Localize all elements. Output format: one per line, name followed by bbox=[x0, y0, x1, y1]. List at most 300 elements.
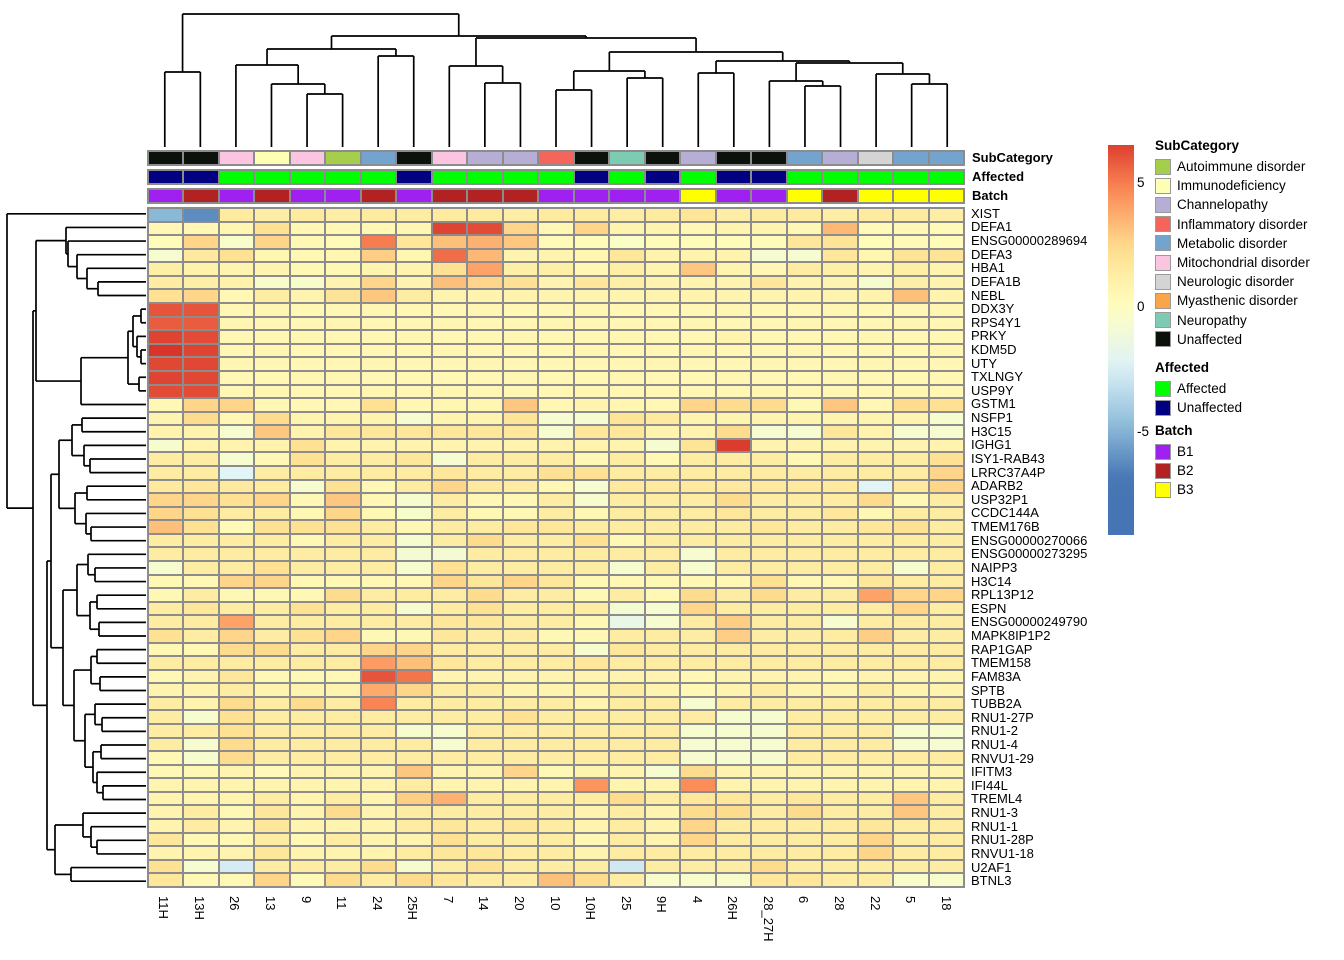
heatmap-cell bbox=[183, 860, 218, 874]
heatmap-cell bbox=[361, 710, 396, 724]
heatmap-cell bbox=[929, 656, 964, 670]
heatmap-cell bbox=[503, 208, 538, 222]
heatmap-cell bbox=[929, 819, 964, 833]
heatmap-cell bbox=[538, 371, 573, 385]
heatmap-cell bbox=[574, 778, 609, 792]
heatmap-cell bbox=[822, 751, 857, 765]
heatmap-cell bbox=[858, 425, 893, 439]
heatmap-cell bbox=[680, 670, 715, 684]
heatmap-cell bbox=[325, 792, 360, 806]
heatmap-cell bbox=[290, 303, 325, 317]
heatmap-cell bbox=[503, 425, 538, 439]
heatmap-cell bbox=[645, 317, 680, 331]
heatmap-cell bbox=[751, 683, 786, 697]
annotation-cell bbox=[503, 151, 538, 165]
heatmap-cell bbox=[716, 357, 751, 371]
heatmap-cell bbox=[325, 276, 360, 290]
heatmap-cell bbox=[858, 480, 893, 494]
heatmap-cell bbox=[858, 235, 893, 249]
legend-subcategory bbox=[1155, 138, 1340, 349]
heatmap-cell bbox=[822, 846, 857, 860]
heatmap-cell bbox=[609, 873, 644, 887]
column-label: 9 bbox=[298, 896, 314, 904]
heatmap-cell bbox=[609, 398, 644, 412]
heatmap-cell bbox=[680, 643, 715, 657]
row-label: FAM83A bbox=[971, 668, 1021, 684]
heatmap-cell bbox=[751, 208, 786, 222]
legend-item bbox=[1155, 480, 1340, 499]
heatmap-cell bbox=[929, 683, 964, 697]
heatmap-cell bbox=[929, 208, 964, 222]
heatmap-cell bbox=[645, 710, 680, 724]
heatmap-cell bbox=[396, 466, 431, 480]
heatmap-cell bbox=[148, 873, 183, 887]
heatmap-cell bbox=[538, 792, 573, 806]
row-label: RNU1-2 bbox=[971, 723, 1018, 739]
heatmap-cell bbox=[148, 398, 183, 412]
heatmap-cell bbox=[361, 439, 396, 453]
heatmap-cell bbox=[219, 615, 254, 629]
heatmap-cell bbox=[929, 520, 964, 534]
heatmap-cell bbox=[148, 602, 183, 616]
heatmap-cell bbox=[538, 629, 573, 643]
heatmap-cell bbox=[183, 398, 218, 412]
row-label: NSFP1 bbox=[971, 410, 1013, 426]
heatmap-cell bbox=[290, 765, 325, 779]
heatmap-cell bbox=[467, 629, 502, 643]
heatmap-cell bbox=[929, 534, 964, 548]
heatmap-cell bbox=[148, 751, 183, 765]
heatmap-cell bbox=[219, 330, 254, 344]
row-label: H3C14 bbox=[971, 573, 1012, 589]
heatmap-cell bbox=[751, 439, 786, 453]
heatmap-cell bbox=[538, 588, 573, 602]
heatmap-cell bbox=[219, 833, 254, 847]
heatmap-cell bbox=[219, 656, 254, 670]
heatmap-cell bbox=[361, 765, 396, 779]
heatmap-cell bbox=[822, 385, 857, 399]
heatmap-cell bbox=[574, 520, 609, 534]
heatmap-cell bbox=[254, 452, 289, 466]
heatmap-cell bbox=[787, 547, 822, 561]
heatmap-cell bbox=[325, 452, 360, 466]
heatmap-cell bbox=[787, 303, 822, 317]
heatmap-cell bbox=[254, 629, 289, 643]
heatmap-cell bbox=[254, 697, 289, 711]
heatmap-cell bbox=[858, 507, 893, 521]
heatmap-cell bbox=[325, 819, 360, 833]
heatmap-cell bbox=[219, 561, 254, 575]
heatmap-cell bbox=[680, 534, 715, 548]
heatmap-cell bbox=[148, 575, 183, 589]
heatmap-cell bbox=[148, 249, 183, 263]
heatmap-cell bbox=[183, 466, 218, 480]
heatmap-cell bbox=[183, 507, 218, 521]
heatmap-cell bbox=[645, 670, 680, 684]
heatmap-cell bbox=[432, 805, 467, 819]
heatmap-cell bbox=[609, 534, 644, 548]
heatmap-cell bbox=[538, 425, 573, 439]
heatmap-cell bbox=[432, 792, 467, 806]
heatmap-cell bbox=[503, 371, 538, 385]
heatmap-cell bbox=[751, 222, 786, 236]
heatmap-cell bbox=[254, 317, 289, 331]
heatmap-cell bbox=[822, 330, 857, 344]
heatmap-cell bbox=[716, 670, 751, 684]
row-label: CCDC144A bbox=[971, 505, 1039, 521]
heatmap-cell bbox=[751, 235, 786, 249]
column-label: 20 bbox=[511, 896, 527, 911]
heatmap-cell bbox=[503, 629, 538, 643]
heatmap-cell bbox=[361, 385, 396, 399]
heatmap-cell bbox=[609, 792, 644, 806]
heatmap-cell bbox=[538, 208, 573, 222]
heatmap-cell bbox=[822, 561, 857, 575]
heatmap-cell bbox=[325, 303, 360, 317]
heatmap-cell bbox=[219, 765, 254, 779]
heatmap-cell bbox=[609, 819, 644, 833]
heatmap-cell bbox=[716, 629, 751, 643]
heatmap-cell bbox=[432, 344, 467, 358]
heatmap-cell bbox=[893, 235, 928, 249]
heatmap-cell bbox=[183, 412, 218, 426]
heatmap-cell bbox=[538, 738, 573, 752]
heatmap-cell bbox=[929, 317, 964, 331]
row-label: IFI44L bbox=[971, 777, 1008, 793]
heatmap-cell bbox=[680, 371, 715, 385]
heatmap-cell bbox=[751, 873, 786, 887]
heatmap-cell bbox=[254, 249, 289, 263]
heatmap-cell bbox=[467, 738, 502, 752]
heatmap-cell bbox=[822, 629, 857, 643]
column-label: 5 bbox=[903, 896, 919, 904]
heatmap-cell bbox=[680, 276, 715, 290]
heatmap-cell bbox=[254, 439, 289, 453]
heatmap-cell bbox=[148, 222, 183, 236]
heatmap-cell bbox=[325, 846, 360, 860]
heatmap-cell bbox=[254, 289, 289, 303]
heatmap-cell bbox=[432, 425, 467, 439]
heatmap-cell bbox=[893, 751, 928, 765]
heatmap-cell bbox=[503, 330, 538, 344]
heatmap-cell bbox=[467, 357, 502, 371]
heatmap-cell bbox=[716, 480, 751, 494]
heatmap-cell bbox=[148, 643, 183, 657]
heatmap-cell bbox=[716, 317, 751, 331]
heatmap-cell bbox=[751, 765, 786, 779]
heatmap-cell bbox=[822, 534, 857, 548]
heatmap-cell bbox=[929, 480, 964, 494]
heatmap-cell bbox=[148, 303, 183, 317]
heatmap-cell bbox=[290, 507, 325, 521]
heatmap-cell bbox=[432, 466, 467, 480]
row-label: DEFA3 bbox=[971, 246, 1013, 262]
legend-subcategory-title: SubCategory bbox=[1155, 138, 1240, 153]
heatmap-cell bbox=[893, 629, 928, 643]
heatmap-cell bbox=[822, 262, 857, 276]
heatmap-cell bbox=[574, 317, 609, 331]
legend-item bbox=[1155, 176, 1340, 195]
heatmap-cell bbox=[858, 371, 893, 385]
legend-item-label: Neuropathy bbox=[1177, 312, 1247, 328]
heatmap-cell bbox=[467, 710, 502, 724]
heatmap-cell bbox=[645, 778, 680, 792]
heatmap-cell bbox=[858, 357, 893, 371]
heatmap-cell bbox=[290, 317, 325, 331]
heatmap-cell bbox=[716, 452, 751, 466]
heatmap-cell bbox=[645, 425, 680, 439]
heatmap-cell bbox=[361, 792, 396, 806]
annotation-cell bbox=[822, 151, 857, 165]
heatmap-cell bbox=[680, 575, 715, 589]
heatmap-cell bbox=[893, 656, 928, 670]
heatmap-cell bbox=[219, 222, 254, 236]
heatmap-cell bbox=[680, 385, 715, 399]
heatmap-cell bbox=[858, 873, 893, 887]
heatmap-cell bbox=[893, 303, 928, 317]
heatmap-cell bbox=[893, 724, 928, 738]
heatmap-cell bbox=[325, 860, 360, 874]
heatmap-cell bbox=[361, 235, 396, 249]
heatmap-cell bbox=[751, 561, 786, 575]
column-label: 14 bbox=[476, 896, 492, 911]
heatmap-cell bbox=[183, 561, 218, 575]
heatmap-cell bbox=[716, 208, 751, 222]
heatmap-cell bbox=[361, 330, 396, 344]
heatmap-cell bbox=[574, 547, 609, 561]
heatmap-cell bbox=[858, 561, 893, 575]
heatmap-cell bbox=[680, 615, 715, 629]
annotation-cell bbox=[858, 170, 893, 184]
heatmap-cell bbox=[183, 602, 218, 616]
heatmap-cell bbox=[787, 480, 822, 494]
heatmap-cell bbox=[645, 588, 680, 602]
row-label: PRKY bbox=[971, 328, 1007, 344]
heatmap-cell bbox=[787, 452, 822, 466]
heatmap-cell bbox=[716, 547, 751, 561]
heatmap-cell bbox=[822, 466, 857, 480]
heatmap-cell bbox=[254, 656, 289, 670]
annotation-cell bbox=[645, 189, 680, 203]
heatmap-cell bbox=[467, 697, 502, 711]
heatmap-cell bbox=[503, 833, 538, 847]
heatmap-cell bbox=[609, 724, 644, 738]
row-label: RPL13P12 bbox=[971, 587, 1034, 603]
annotation-cell bbox=[254, 170, 289, 184]
heatmap-cell bbox=[325, 425, 360, 439]
heatmap-cell bbox=[645, 466, 680, 480]
heatmap-cell bbox=[467, 643, 502, 657]
heatmap-cell bbox=[325, 765, 360, 779]
heatmap-cell bbox=[716, 765, 751, 779]
legend-item-label: Myasthenic disorder bbox=[1177, 293, 1298, 309]
heatmap-cell bbox=[787, 371, 822, 385]
annotation-cell bbox=[680, 151, 715, 165]
heatmap-cell bbox=[751, 466, 786, 480]
heatmap-cell bbox=[325, 697, 360, 711]
heatmap-cell bbox=[822, 670, 857, 684]
heatmap-cell bbox=[432, 208, 467, 222]
heatmap-cell bbox=[716, 262, 751, 276]
heatmap-cell bbox=[645, 262, 680, 276]
heatmap-cell bbox=[751, 724, 786, 738]
legend-item bbox=[1155, 311, 1340, 330]
heatmap-cell bbox=[325, 439, 360, 453]
legend-affected-items bbox=[1155, 379, 1340, 417]
heatmap-cell bbox=[645, 235, 680, 249]
heatmap-cell bbox=[396, 357, 431, 371]
heatmap-cell bbox=[751, 547, 786, 561]
heatmap-cell bbox=[538, 547, 573, 561]
heatmap-cell bbox=[538, 289, 573, 303]
heatmap-cell bbox=[503, 697, 538, 711]
heatmap-cell bbox=[432, 493, 467, 507]
annotation-cell bbox=[893, 170, 928, 184]
heatmap-cell bbox=[290, 222, 325, 236]
heatmap-cell bbox=[893, 249, 928, 263]
heatmap-cell bbox=[290, 262, 325, 276]
heatmap-cell bbox=[858, 615, 893, 629]
heatmap-cell bbox=[538, 778, 573, 792]
annotation-cell bbox=[467, 170, 502, 184]
heatmap-cell bbox=[290, 357, 325, 371]
heatmap-cell bbox=[148, 452, 183, 466]
heatmap-cell bbox=[893, 615, 928, 629]
heatmap-cell bbox=[361, 724, 396, 738]
annotation-row-label: Affected bbox=[972, 169, 1025, 184]
heatmap-cell bbox=[467, 873, 502, 887]
heatmap-cell bbox=[325, 615, 360, 629]
heatmap-cell bbox=[396, 317, 431, 331]
heatmap-cell bbox=[929, 344, 964, 358]
heatmap-cell bbox=[503, 683, 538, 697]
heatmap-cell bbox=[929, 575, 964, 589]
heatmap-cell bbox=[645, 792, 680, 806]
heatmap-cell bbox=[858, 466, 893, 480]
column-label: 10H bbox=[583, 896, 599, 920]
heatmap-cell bbox=[467, 303, 502, 317]
heatmap-cell bbox=[290, 683, 325, 697]
heatmap-cell bbox=[290, 792, 325, 806]
annotation-cell bbox=[290, 170, 325, 184]
legend-swatch bbox=[1155, 216, 1171, 232]
heatmap-cell bbox=[290, 534, 325, 548]
heatmap-cell bbox=[538, 805, 573, 819]
heatmap-cell bbox=[467, 520, 502, 534]
heatmap-cell bbox=[325, 398, 360, 412]
heatmap-cell bbox=[361, 643, 396, 657]
heatmap-cell bbox=[538, 385, 573, 399]
heatmap-cell bbox=[609, 425, 644, 439]
legend-item bbox=[1155, 253, 1340, 272]
heatmap-cell bbox=[219, 520, 254, 534]
heatmap-cell bbox=[361, 805, 396, 819]
heatmap-cell bbox=[148, 262, 183, 276]
heatmap-cell bbox=[396, 344, 431, 358]
column-label: 4 bbox=[689, 896, 705, 904]
heatmap-cell bbox=[432, 656, 467, 670]
annotation-cell bbox=[538, 170, 573, 184]
heatmap-cell bbox=[254, 425, 289, 439]
heatmap-cell bbox=[858, 575, 893, 589]
heatmap-cell bbox=[574, 493, 609, 507]
heatmap-cell bbox=[432, 249, 467, 263]
heatmap-cell bbox=[538, 520, 573, 534]
heatmap-cell bbox=[680, 466, 715, 480]
heatmap-cell bbox=[254, 778, 289, 792]
heatmap-cell bbox=[148, 588, 183, 602]
heatmap-cell bbox=[290, 547, 325, 561]
heatmap-cell bbox=[183, 235, 218, 249]
heatmap-cell bbox=[148, 480, 183, 494]
heatmap-cell bbox=[609, 480, 644, 494]
heatmap-cell bbox=[574, 208, 609, 222]
heatmap-cell bbox=[290, 520, 325, 534]
heatmap-cell bbox=[361, 371, 396, 385]
heatmap-cell bbox=[396, 778, 431, 792]
heatmap-cell bbox=[929, 738, 964, 752]
heatmap-cell bbox=[929, 710, 964, 724]
heatmap-cell bbox=[751, 317, 786, 331]
subcategory-annotation-row bbox=[147, 150, 965, 166]
heatmap-cell bbox=[609, 602, 644, 616]
column-label: 28 bbox=[832, 896, 848, 911]
heatmap-cell bbox=[467, 262, 502, 276]
heatmap-cell bbox=[183, 683, 218, 697]
heatmap-cell bbox=[361, 425, 396, 439]
legend-swatch bbox=[1155, 444, 1171, 460]
heatmap-cell bbox=[396, 452, 431, 466]
heatmap-cell bbox=[503, 846, 538, 860]
heatmap-cell bbox=[609, 357, 644, 371]
heatmap-cell bbox=[467, 466, 502, 480]
heatmap-cell bbox=[893, 588, 928, 602]
heatmap-cell bbox=[893, 439, 928, 453]
heatmap-cell bbox=[574, 860, 609, 874]
heatmap-cell bbox=[645, 222, 680, 236]
heatmap-cell bbox=[432, 602, 467, 616]
column-label: 7 bbox=[440, 896, 456, 904]
heatmap-cell bbox=[751, 833, 786, 847]
row-label: XIST bbox=[971, 205, 1000, 221]
heatmap-cell bbox=[822, 507, 857, 521]
column-label: 13H bbox=[191, 896, 207, 920]
legend-item bbox=[1155, 195, 1340, 214]
heatmap-cell bbox=[751, 656, 786, 670]
heatmap-cell bbox=[538, 615, 573, 629]
heatmap-cell bbox=[503, 344, 538, 358]
heatmap-cell bbox=[609, 330, 644, 344]
heatmap-cell bbox=[893, 778, 928, 792]
heatmap-cell bbox=[503, 656, 538, 670]
heatmap-cell bbox=[325, 738, 360, 752]
heatmap-cell bbox=[396, 710, 431, 724]
heatmap-cell bbox=[254, 371, 289, 385]
heatmap-cell bbox=[574, 792, 609, 806]
heatmap-cell bbox=[432, 534, 467, 548]
heatmap-cell bbox=[254, 846, 289, 860]
heatmap-cell bbox=[787, 561, 822, 575]
heatmap-cell bbox=[645, 846, 680, 860]
heatmap-cell bbox=[290, 846, 325, 860]
heatmap-cell bbox=[290, 575, 325, 589]
heatmap-cell bbox=[254, 588, 289, 602]
heatmap-cell bbox=[787, 602, 822, 616]
heatmap-cell bbox=[290, 480, 325, 494]
heatmap-cell bbox=[467, 289, 502, 303]
heatmap-cell bbox=[680, 833, 715, 847]
row-label: BTNL3 bbox=[971, 873, 1012, 889]
